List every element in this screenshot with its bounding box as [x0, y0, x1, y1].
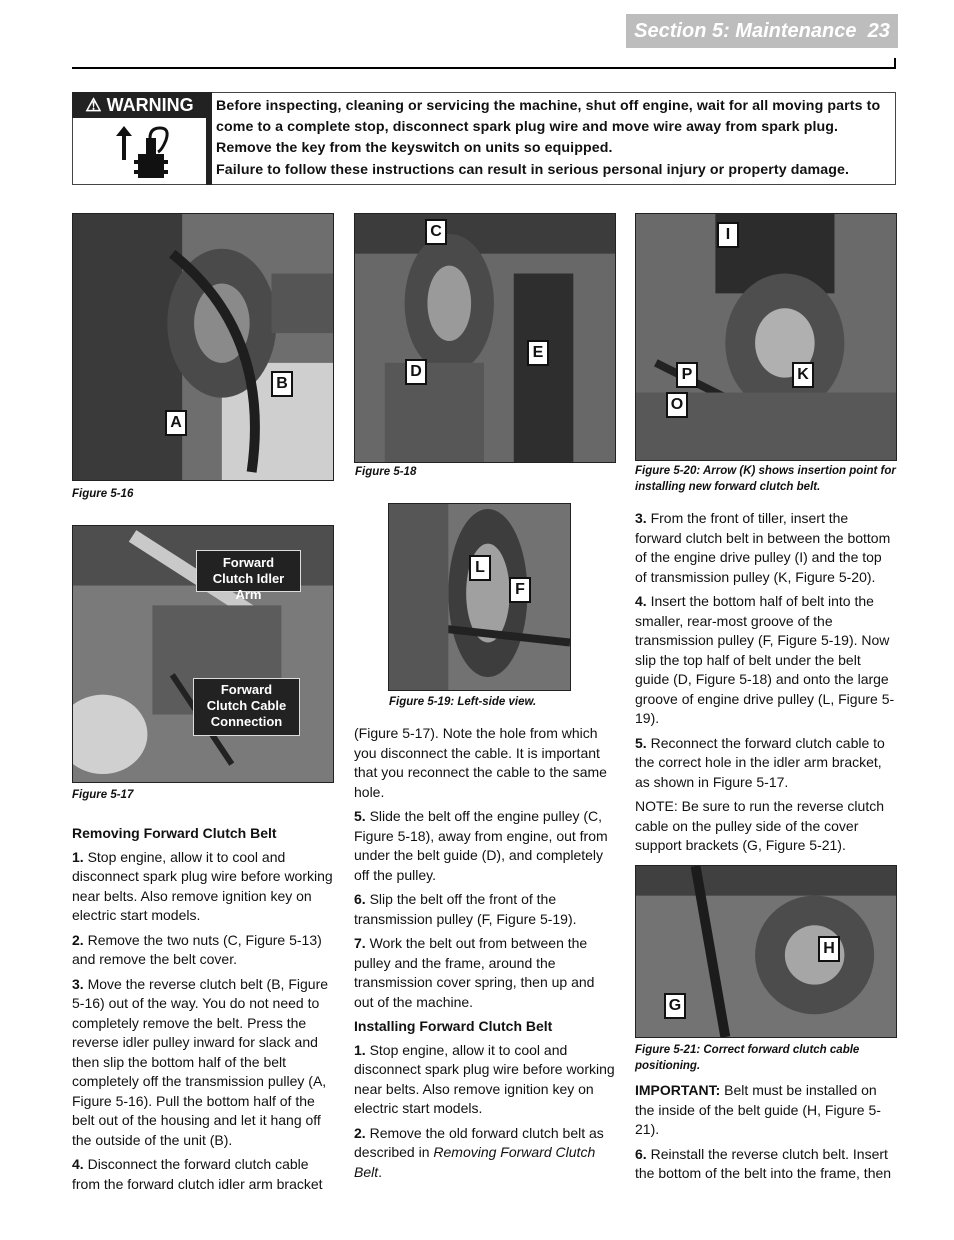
spark-plug-disconnect-icon [110, 124, 176, 182]
installing-forward-clutch-belt-heading: Installing Forward Clutch Belt [354, 1018, 553, 1034]
warning-triangle-icon: ⚠ [85, 95, 102, 115]
section-header-tab [626, 14, 898, 48]
step-text: Disconnect the forward clutch cable from the forward clutch idler arm bracket [72, 1156, 323, 1192]
removing-step-5 [354, 807, 616, 885]
step-text: Insert the bottom half of belt into the smaller, rear-most groove of the transmission pulley (F, Figure 5-19). Now slip the top half of belt under the belt guide (D, Figure 5-18) and onto the large groove of engine drive pulley (L, Figure 5-19). [635, 593, 895, 726]
step-number: 5. [635, 734, 647, 751]
step-number: 3. [635, 510, 647, 526]
figure-5-19-label-l: L [469, 555, 491, 581]
figure-5-20-label-k: K [792, 362, 814, 388]
figure-5-16-label-b: B [271, 371, 293, 397]
warning-instruction: Before inspecting, cleaning or servicing the machine, shut off engine, wait for all moving parts to come to a complete stop, disconnect spark plug wire and move wire away from spark plug. Remove the key from the keyswitch on units so equipped. [216, 98, 881, 156]
step-text: Slide the belt off the engine pulley (C, Figure 5-18), away from engine, out from under the belt guide (D), and completely off the pulley. [354, 808, 608, 883]
column-3-lower-text [635, 1081, 897, 1189]
header-rule-tick [894, 58, 896, 69]
removing-step-3 [72, 975, 334, 1151]
step-number: 2. [72, 931, 84, 948]
figure-5-18-photo [354, 213, 616, 463]
removing-forward-clutch-belt-heading: Removing Forward Clutch Belt [72, 825, 277, 841]
removing-step-1 [72, 848, 334, 926]
figure-5-20-label-o: O [666, 392, 688, 418]
figure-5-21-caption: Figure 5-21: Correct forward clutch cable positioning. [635, 1044, 860, 1072]
figure-5-17-caption: Figure 5-17 [72, 789, 134, 801]
removing-step-4 [72, 1155, 334, 1194]
figure-5-21-label-g: G [664, 993, 686, 1019]
step-text: Remove the old forward clutch belt as described in [354, 1124, 604, 1160]
figure-5-16-label-a: A [165, 410, 187, 436]
step-number: 7. [354, 935, 366, 951]
step-text: Move the reverse clutch belt (B, Figure 5-16) out of the way. You do not need to completely remove the belt. Press the reverse idler pulley inward for slack and then slip the bottom half of the belt completely off the transmission pulley (A, Figure 5-16). Pull the bottom half of the belt out of the housing and let it hang off the outside of the unit (B). [72, 975, 329, 1148]
installing-step-4 [635, 592, 897, 729]
step-text: From the front of tiller, insert the forward clutch belt in between the bottom of the engine drive pulley (I) and the top of transmission pulley (K, Figure 5-20). [635, 510, 891, 585]
step-number: 4. [635, 593, 647, 609]
column-1-text [72, 820, 334, 1199]
step-number: 4. [72, 1156, 84, 1172]
figure-5-19-caption: Figure 5-19: Left-side view. [389, 696, 537, 708]
installing-step-3 [635, 509, 897, 587]
step-number: 3. [72, 975, 84, 992]
figure-5-19-label-f: F [509, 577, 531, 603]
step-number: 6. [354, 891, 366, 907]
installing-step-6 [635, 1145, 897, 1184]
removing-step-6 [354, 890, 616, 929]
step-4-continuation: (Figure 5-17). Note the hole from which you disconnect the cable. It is important that you reconnect the cable to the same hole. [354, 725, 607, 800]
removing-step-7 [354, 934, 616, 1012]
figure-5-18-caption: Figure 5-18 [355, 466, 417, 478]
step-number: 2. [354, 1124, 366, 1141]
figure-5-20-photo [635, 213, 897, 461]
installing-step-5 [635, 734, 897, 793]
figure-5-17-callout-idler-arm: Forward Clutch Idler Arm [196, 550, 301, 592]
header-rule [72, 67, 896, 69]
important-text: Belt must be installed on the inside of the belt guide (H, Figure 5-21). [635, 1082, 881, 1137]
step-text: Stop engine, allow it to cool and disconnect spark plug wire before working near belts. Also remove ignition key on electric start models. [354, 1041, 615, 1116]
figure-5-16-caption: Figure 5-16 [72, 488, 134, 500]
figure-5-20-label-i: I [717, 222, 739, 248]
warning-label-text: WARNING [106, 95, 194, 115]
figure-5-21-label-h: H [818, 936, 840, 962]
figure-5-18-label-e: E [527, 340, 549, 366]
step-text: Reconnect the forward clutch cable to the correct hole in the idler arm bracket, as shown in Figure 5-17. [635, 734, 885, 790]
step-number: 1. [354, 1041, 366, 1058]
step-number: 6. [635, 1145, 647, 1162]
warning-label [72, 92, 207, 118]
warning-consequence: Failure to follow these instructions can result in serious personal injury or property damage. [216, 162, 849, 178]
note-text: NOTE: Be sure to run the reverse clutch cable on the pulley side of the cover support brackets (G, Figure 5-21). [635, 798, 884, 853]
warning-divider [206, 92, 212, 185]
figure-5-17-callout-cable-connection: Forward Clutch Cable Connection [193, 678, 300, 736]
step-text: Reinstall the reverse clutch belt. Insert the bottom of the belt into the frame, then [635, 1145, 892, 1181]
step-text: Remove the two nuts (C, Figure 5-13) and remove the belt cover. [72, 931, 322, 967]
page-number: 23 [867, 20, 890, 42]
step-text: Slip the belt off the front of the transmission pulley (F, Figure 5-19). [354, 891, 577, 927]
section-title: Section 5: Maintenance [634, 20, 857, 42]
installing-step-2 [354, 1124, 616, 1183]
step-end: . [378, 1163, 383, 1180]
important-note [635, 1081, 897, 1140]
cross-reference: Removing Forward Clutch Belt [354, 1144, 596, 1180]
figure-5-18-label-d: D [405, 359, 427, 385]
column-2-text [354, 724, 616, 1187]
step-text: Stop engine, allow it to cool and disconnect spark plug wire before working near belts. Also remove ignition key on electric start models. [72, 848, 333, 923]
step-number: 1. [72, 848, 84, 865]
column-3-text [635, 509, 897, 861]
warning-text [216, 96, 892, 181]
figure-5-20-caption: Figure 5-20: Arrow (K) shows insertion point for installing new forward clutch belt. [635, 465, 896, 493]
important-label: IMPORTANT: [635, 1082, 721, 1098]
figure-5-19-photo [388, 503, 571, 691]
step-number: 5. [354, 808, 366, 824]
figure-5-16-photo [72, 213, 334, 481]
figure-5-18-label-c: C [425, 219, 447, 245]
step-text: Work the belt out from between the pulley and the frame, around the transmission cover spring, then up and out of the machine. [354, 935, 595, 1010]
removing-step-2 [72, 931, 334, 970]
figure-5-20-label-p: P [676, 362, 698, 388]
installing-step-1 [354, 1041, 616, 1119]
